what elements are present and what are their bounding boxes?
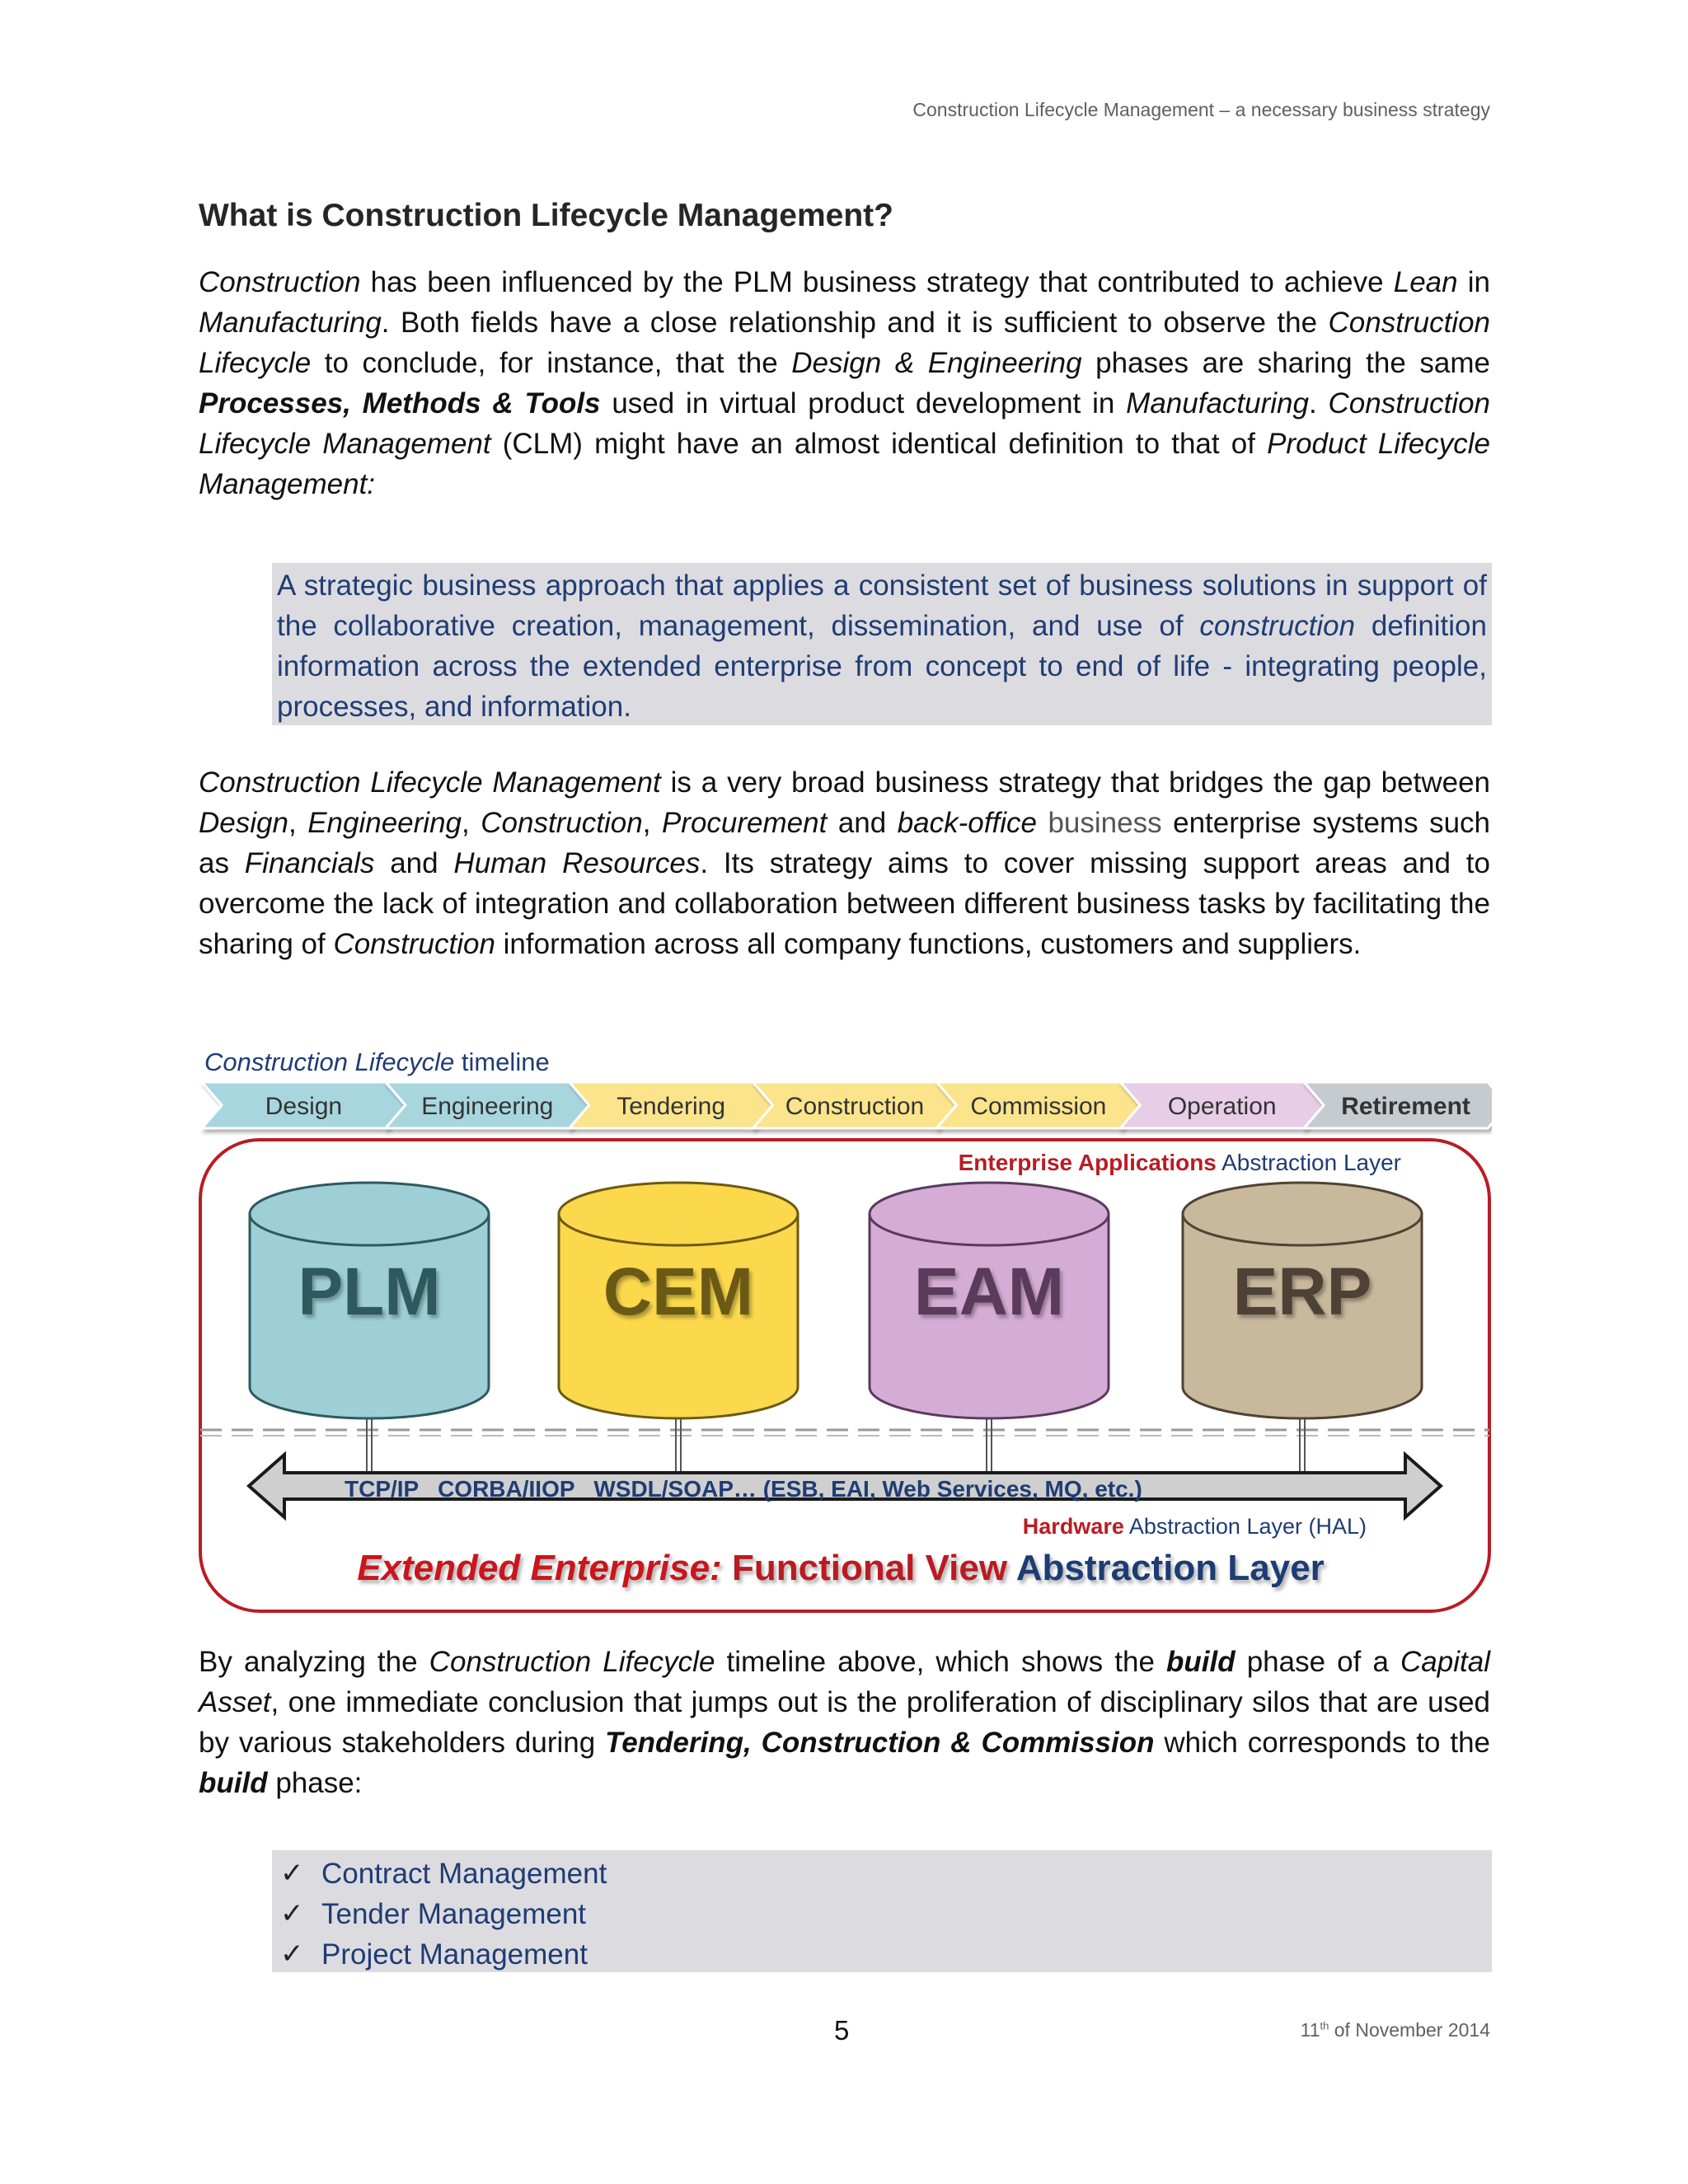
phase-label: Engineering — [421, 1093, 554, 1120]
timeline-phase-retirement — [1304, 1082, 1492, 1128]
extended-enterprise-title — [357, 1548, 1325, 1588]
text-run: Construction Lifecycle — [429, 1646, 715, 1678]
text-run: Procurement — [661, 807, 828, 839]
text-run: build — [199, 1767, 268, 1799]
text-run: Design — [199, 807, 288, 839]
text-run: and — [827, 807, 898, 839]
phase-label: Tendering — [617, 1093, 726, 1120]
checkmark-icon: ✓ — [280, 1898, 304, 1929]
database-label: PLM — [298, 1254, 441, 1329]
clm-architecture-figure — [198, 1043, 1492, 1615]
text-run: Capital Asset — [199, 1646, 1490, 1718]
text-run: Lean — [1393, 266, 1458, 298]
list-item — [280, 1854, 1484, 1894]
text-run: Design & Engineering — [791, 347, 1082, 379]
functional-view-label: Functional View — [721, 1548, 1008, 1588]
timeline-phase-design — [202, 1082, 406, 1128]
phase-label: Operation — [1167, 1093, 1277, 1120]
timeline-title-italic: Construction Lifecycle — [204, 1047, 455, 1076]
text-run: has been influenced by the PLM business strategy that contributed to achieve — [360, 266, 1394, 298]
text-run: which corresponds to the — [1154, 1727, 1490, 1759]
cylinder-top — [250, 1183, 489, 1245]
enterprise-applications-rest: Abstraction Layer — [1216, 1150, 1401, 1175]
timeline-phase-commission — [936, 1082, 1140, 1128]
list-item-label: Project Management — [321, 1938, 588, 1971]
protocols-label: TCP/IP CORBA/IIOP WSDL/SOAP… (ESB, EAI, Web Services, MQ, etc.) — [345, 1476, 1142, 1502]
timeline-phase-engineering — [386, 1082, 589, 1128]
checkmark-icon: ✓ — [280, 1938, 304, 1970]
text-run: used in virtual product development in — [600, 387, 1127, 419]
text-run: , — [288, 807, 308, 839]
text-run: timeline above, which shows the — [715, 1646, 1167, 1678]
text-run: By analyzing the — [199, 1646, 429, 1678]
text-run: definition information across the extended enterprise from concept to end of life - integrating people, processes, and information. — [277, 610, 1487, 723]
list-item-label: Contract Management — [321, 1858, 607, 1890]
hardware-red: Hardware — [1022, 1514, 1124, 1539]
text-run: (CLM) might have an almost identical definition to that of — [490, 428, 1268, 460]
extended-enterprise-red: Extended Enterprise: — [357, 1548, 722, 1588]
text-run: , one immediate conclusion that jumps out is the proliferation of disciplinary silos that are used by various stakeholders during — [199, 1686, 1490, 1759]
cylinder-top — [559, 1183, 798, 1245]
cylinder-top — [1183, 1183, 1422, 1245]
paragraph-analysis — [199, 1642, 1490, 1803]
date-suffix: th — [1320, 2019, 1329, 2032]
text-run: , — [462, 807, 481, 839]
database-label: EAM — [913, 1254, 1065, 1329]
text-run: phases are sharing the same — [1081, 347, 1490, 379]
text-run: Construction Lifecycle Management — [199, 387, 1490, 460]
phase-label: Commission — [970, 1093, 1107, 1120]
text-run: Product Lifecycle Management: — [199, 428, 1490, 500]
enterprise-applications-label — [959, 1150, 1401, 1175]
build-phase-checklist — [272, 1850, 1492, 1972]
list-item-label: Tender Management — [321, 1898, 587, 1930]
text-run: and — [374, 847, 454, 879]
list-item — [280, 1934, 1484, 1975]
text-run: Construction — [199, 266, 361, 298]
text-run: Construction Lifecycle — [199, 307, 1490, 379]
architecture-diagram — [198, 1043, 1492, 1615]
text-run: . Both fields have a close relationship and it is sufficient to observe the — [381, 307, 1329, 339]
text-run: Financials — [244, 847, 375, 879]
text-run: Construction — [333, 928, 495, 960]
phase-label: Retirement — [1341, 1093, 1470, 1120]
text-run: , — [642, 807, 662, 839]
section-title: What is Construction Lifecycle Management? — [199, 198, 893, 233]
checkmark-icon: ✓ — [280, 1858, 304, 1889]
list-item — [280, 1894, 1484, 1934]
text-run: build — [1166, 1646, 1236, 1678]
text-run: enterprise systems such as — [199, 807, 1491, 879]
database-label: CEM — [603, 1254, 754, 1329]
running-header: Construction Lifecycle Management – a necessary business strategy — [912, 99, 1490, 120]
text-run: construction — [1199, 610, 1356, 642]
enterprise-applications-red: Enterprise Applications — [958, 1150, 1217, 1175]
text-run: phase: — [267, 1767, 363, 1799]
cylinder-top — [870, 1183, 1109, 1245]
definition-quote — [272, 563, 1492, 725]
text-run: Processes, Methods & Tools — [199, 387, 601, 419]
text-run: Tendering, Construction & Commission — [605, 1727, 1155, 1759]
footer-date — [1301, 2019, 1490, 2041]
date-rest: of November 2014 — [1329, 2019, 1490, 2041]
text-run: in — [1457, 266, 1491, 298]
text-run: business — [1036, 807, 1162, 839]
text-run: information across all company functions, customers and suppliers. — [495, 928, 1362, 960]
text-run: is a very broad business strategy that bridges the gap between — [660, 766, 1490, 799]
hardware-abstraction-label — [1023, 1514, 1367, 1539]
text-run: . — [1308, 387, 1329, 419]
timeline-title-rest: timeline — [454, 1047, 550, 1076]
text-run: A strategic business approach that applies a consistent set of business solutions in support of the collaborative creation, management, dissemination, and use of — [277, 569, 1487, 642]
text-run: Manufacturing — [199, 307, 382, 339]
timeline-phase-operation — [1120, 1082, 1324, 1128]
page-number: 5 — [834, 2015, 850, 2046]
phase-label: Design — [265, 1093, 343, 1120]
text-run: . Its strategy aims to cover missing support areas and to overcome the lack of integration and collaboration between different business tasks by facilitating the sharing of — [199, 847, 1490, 960]
timeline-phase-tendering — [570, 1082, 773, 1128]
timeline-phases — [202, 1082, 1492, 1128]
hardware-rest: Abstraction Layer (HAL) — [1123, 1514, 1367, 1539]
phase-label: Construction — [785, 1093, 925, 1120]
text-run: to conclude, for instance, that the — [311, 347, 792, 379]
text-run: Engineering — [307, 807, 462, 839]
date-day: 11 — [1300, 2019, 1320, 2041]
paragraph-intro — [199, 262, 1490, 504]
paragraph-strategy — [199, 762, 1490, 964]
text-run: phase of a — [1235, 1646, 1401, 1678]
text-run: Manufacturing — [1126, 387, 1309, 419]
timeline-phase-construction — [753, 1082, 957, 1128]
timeline-title — [204, 1047, 550, 1076]
text-run: Construction Lifecycle Management — [199, 766, 661, 799]
text-run: Construction — [481, 807, 643, 839]
text-run: back-office — [897, 807, 1037, 839]
database-label: ERP — [1232, 1254, 1372, 1329]
text-run: Human Resources — [453, 847, 701, 879]
abstraction-layer-label: Abstraction Layer — [1007, 1548, 1325, 1588]
